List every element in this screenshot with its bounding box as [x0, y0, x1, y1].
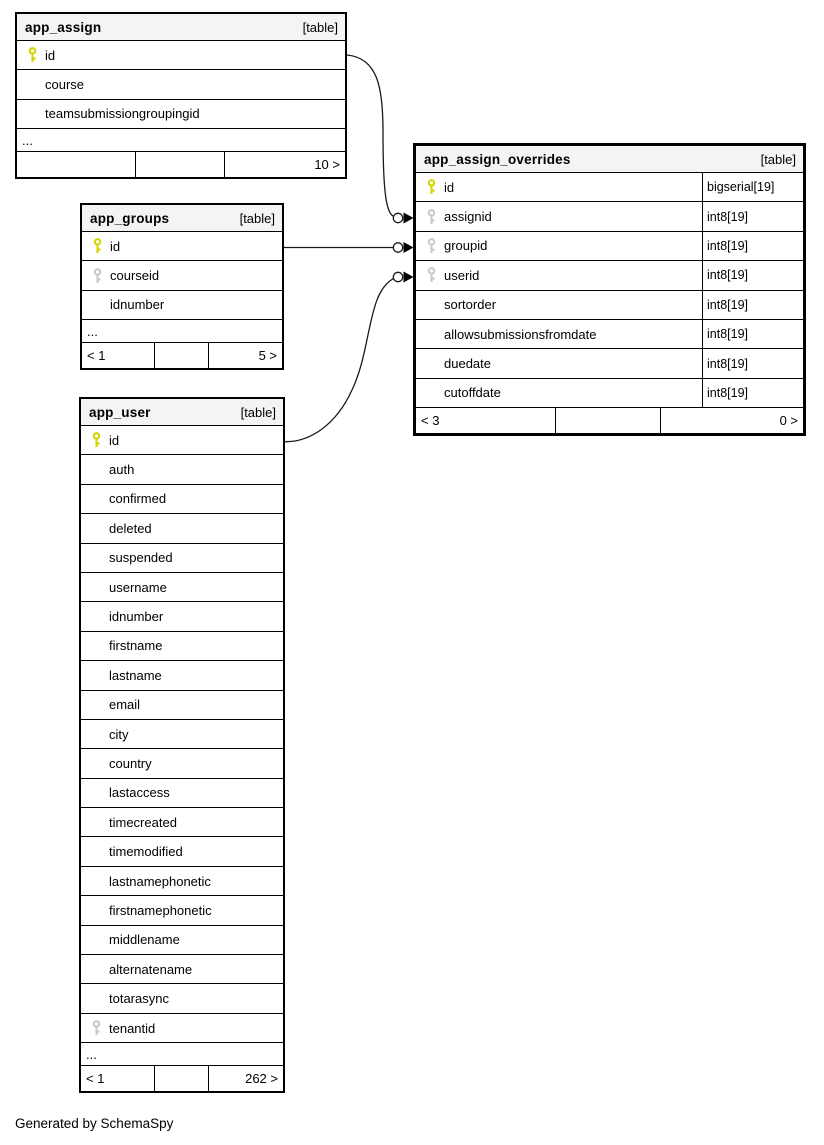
column-name: totarasync — [109, 991, 169, 1007]
column-row-idnumber — [81, 602, 283, 631]
primary-key-icon — [81, 432, 109, 448]
column-name: timecreated — [109, 814, 177, 830]
column-row-courseid — [82, 261, 282, 290]
column-name: email — [109, 697, 141, 713]
column-name: firstnamephonetic — [109, 902, 212, 918]
table-header — [82, 205, 282, 232]
more-columns-ellipsis: ... — [17, 129, 345, 152]
column-row-tenantid — [81, 1014, 283, 1043]
column-row-country — [81, 749, 283, 778]
foreign-key-icon — [416, 267, 444, 283]
column-name: id — [444, 179, 455, 195]
column-name: allowsubmissionsfromdate — [444, 326, 597, 342]
footer-children-count: 0 > — [660, 408, 803, 433]
column-row-cutoffdate — [416, 379, 803, 408]
column-name: teamsubmissiongroupingid — [45, 106, 200, 122]
column-type: int8[19] — [702, 232, 803, 260]
footer-middle-cell — [555, 408, 659, 433]
table-footer — [416, 408, 803, 433]
foreign-key-icon — [81, 1020, 109, 1036]
footer-parents-count — [17, 152, 135, 177]
footer-children-count: 10 > — [224, 152, 345, 177]
column-type: int8[19] — [702, 349, 803, 377]
column-name: middlename — [109, 932, 180, 948]
column-name: idnumber — [109, 609, 164, 625]
column-row-email — [81, 691, 283, 720]
column-row-teamsubmissiongroupingid — [17, 100, 345, 129]
column-name: duedate — [444, 356, 491, 372]
table-name: app_assign — [25, 19, 102, 35]
column-row-id — [82, 232, 282, 261]
more-columns-ellipsis: ... — [81, 1043, 283, 1066]
column-row-userid — [416, 261, 803, 290]
column-row-timemodified — [81, 837, 283, 866]
table-footer — [82, 343, 282, 368]
column-row-lastaccess — [81, 779, 283, 808]
table-name: app_assign_overrides — [424, 151, 571, 167]
table-type-badge: [table] — [302, 19, 338, 35]
table-type-badge: [table] — [760, 151, 796, 167]
foreign-key-icon — [416, 209, 444, 225]
column-name: id — [110, 238, 121, 254]
table-header — [416, 146, 803, 173]
column-name: tenantid — [109, 1020, 156, 1036]
column-row-groupid — [416, 232, 803, 261]
column-name: assignid — [444, 209, 492, 225]
column-name: sortorder — [444, 297, 497, 313]
column-type: bigserial[19] — [702, 173, 803, 201]
column-name: lastnamephonetic — [109, 873, 211, 889]
more-columns-ellipsis: ... — [82, 320, 282, 343]
column-name: id — [109, 432, 120, 448]
footer-middle-cell — [135, 152, 224, 177]
fk-connector-assignid — [347, 55, 414, 224]
footer-parents-count: < 1 — [86, 1071, 105, 1087]
column-name: city — [109, 726, 129, 742]
footer-middle-cell — [154, 1066, 209, 1091]
footer-children-count: 5 > — [208, 343, 282, 368]
table-type-badge: [table] — [239, 210, 275, 226]
fk-connector-groupid — [284, 242, 414, 253]
column-row-totarasync — [81, 984, 283, 1013]
column-name: username — [109, 579, 167, 595]
column-row-assignid — [416, 202, 803, 231]
column-name: country — [109, 755, 152, 771]
table-footer — [17, 152, 345, 177]
column-name: alternatename — [109, 961, 193, 977]
column-row-alternatename — [81, 955, 283, 984]
table-header — [81, 399, 283, 426]
column-type: int8[19] — [702, 291, 803, 319]
footer-parents-count: < 1 — [87, 348, 106, 364]
column-row-suspended — [81, 544, 283, 573]
column-name: lastaccess — [109, 785, 170, 801]
column-row-city — [81, 720, 283, 749]
generator-credit: Generated by SchemaSpy — [15, 1116, 174, 1131]
column-row-course — [17, 70, 345, 99]
table-type-badge: [table] — [240, 404, 276, 420]
column-row-confirmed — [81, 485, 283, 514]
primary-key-icon — [416, 179, 444, 195]
column-name: course — [45, 77, 85, 93]
column-name: courseid — [110, 268, 160, 284]
column-row-firstname — [81, 632, 283, 661]
column-name: deleted — [109, 520, 152, 536]
column-name: idnumber — [110, 297, 165, 313]
column-name: userid — [444, 267, 480, 283]
table-app_user[interactable] — [79, 397, 285, 1093]
column-name: lastname — [109, 667, 162, 683]
primary-key-icon — [82, 238, 110, 254]
column-type: int8[19] — [702, 379, 803, 407]
column-row-deleted — [81, 514, 283, 543]
fk-connector-userid — [285, 272, 414, 442]
column-type: int8[19] — [702, 261, 803, 289]
column-row-id — [81, 426, 283, 455]
column-name: groupid — [444, 238, 488, 254]
table-header — [17, 14, 345, 41]
foreign-key-icon — [416, 238, 444, 254]
column-row-middlename — [81, 926, 283, 955]
column-row-allowsubmissionsfromdate — [416, 320, 803, 349]
column-row-id — [416, 173, 803, 202]
column-name: firstname — [109, 638, 163, 654]
column-row-duedate — [416, 349, 803, 378]
column-row-username — [81, 573, 283, 602]
footer-children-count: 262 > — [208, 1066, 283, 1091]
column-row-lastnamephonetic — [81, 867, 283, 896]
footer-middle-cell — [154, 343, 208, 368]
column-name: auth — [109, 462, 135, 478]
column-type: int8[19] — [702, 202, 803, 230]
column-row-firstnamephonetic — [81, 896, 283, 925]
table-app_assign_overrides[interactable] — [413, 143, 806, 436]
column-name: id — [45, 47, 56, 63]
table-app_groups[interactable] — [80, 203, 284, 370]
column-row-idnumber — [82, 291, 282, 320]
column-row-auth — [81, 455, 283, 484]
foreign-key-icon — [82, 268, 110, 284]
column-row-lastname — [81, 661, 283, 690]
column-row-id — [17, 41, 345, 70]
table-name: app_groups — [90, 210, 170, 226]
column-name: timemodified — [109, 844, 183, 860]
table-name: app_user — [89, 404, 151, 420]
column-row-sortorder — [416, 291, 803, 320]
table-app_assign[interactable] — [15, 12, 347, 179]
primary-key-icon — [17, 47, 45, 63]
column-type: int8[19] — [702, 320, 803, 348]
column-row-timecreated — [81, 808, 283, 837]
table-footer — [81, 1066, 283, 1091]
column-name: confirmed — [109, 491, 167, 507]
footer-parents-count: < 3 — [421, 413, 440, 429]
column-name: suspended — [109, 550, 173, 566]
column-name: cutoffdate — [444, 385, 501, 401]
